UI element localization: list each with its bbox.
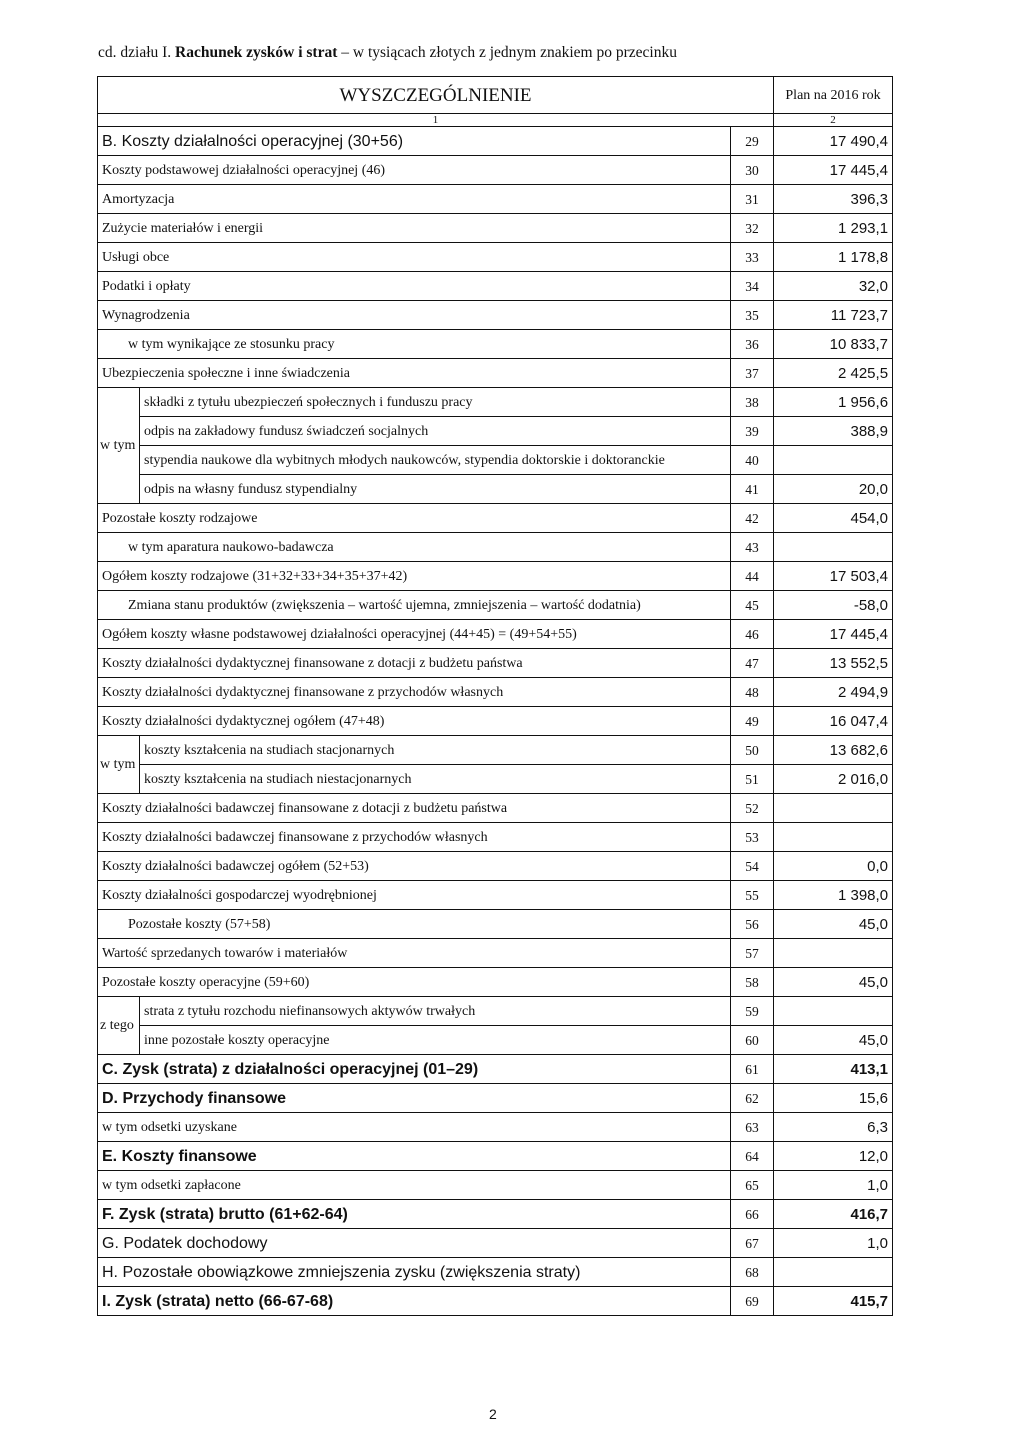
row-label: Ogółem koszty własne podstawowej działalności operacyjnej (44+45) = (49+54+55) xyxy=(98,620,731,649)
row-value: 2 016,0 xyxy=(774,765,893,794)
table-row xyxy=(98,272,893,301)
row-number: 62 xyxy=(731,1084,774,1113)
row-number: 37 xyxy=(731,359,774,388)
row-number: 53 xyxy=(731,823,774,852)
row-value xyxy=(774,939,893,968)
header-title: Rachunek zysków i strat xyxy=(175,44,338,61)
row-label: stypendia naukowe dla wybitnych młodych naukowców, stypendia doktorskie i doktoranckie xyxy=(140,446,731,475)
row-label: Pozostałe koszty rodzajowe xyxy=(98,504,731,533)
row-value: 1,0 xyxy=(774,1171,893,1200)
row-label: Koszty działalności gospodarczej wyodrębnionej xyxy=(98,881,731,910)
row-number: 69 xyxy=(731,1287,774,1316)
table-row xyxy=(98,156,893,185)
row-number: 30 xyxy=(731,156,774,185)
row-label: Ubezpieczenia społeczne i inne świadczenia xyxy=(98,359,731,388)
row-value: 2 494,9 xyxy=(774,678,893,707)
row-value: 17 503,4 xyxy=(774,562,893,591)
row-label: Zmiana stanu produktów (zwiększenia – wartość ujemna, zmniejszenia – wartość dodatnia) xyxy=(98,591,731,620)
row-value: 13 552,5 xyxy=(774,649,893,678)
row-number: 56 xyxy=(731,910,774,939)
row-value: 454,0 xyxy=(774,504,893,533)
page-header xyxy=(98,44,677,62)
table-row xyxy=(98,1229,893,1258)
header-subtitle: – w tysiącach złotych z jednym znakiem po przecinku xyxy=(341,44,677,61)
row-number: 36 xyxy=(731,330,774,359)
table-row xyxy=(98,765,893,794)
table-row xyxy=(98,417,893,446)
row-value xyxy=(774,446,893,475)
row-number: 65 xyxy=(731,1171,774,1200)
row-label: inne pozostałe koszty operacyjne xyxy=(140,1026,731,1055)
row-value: 15,6 xyxy=(774,1084,893,1113)
table-row xyxy=(98,678,893,707)
row-number: 44 xyxy=(731,562,774,591)
row-label: C. Zysk (strata) z działalności operacyjnej (01–29) xyxy=(98,1055,731,1084)
col-number-2: 2 xyxy=(774,114,893,127)
row-number: 42 xyxy=(731,504,774,533)
table-row xyxy=(98,301,893,330)
row-label: Usługi obce xyxy=(98,243,731,272)
table-header-row xyxy=(98,77,893,114)
col-number-1: 1 xyxy=(98,114,774,127)
row-number: 63 xyxy=(731,1113,774,1142)
row-number: 50 xyxy=(731,736,774,765)
table-row xyxy=(98,533,893,562)
row-value: 1 398,0 xyxy=(774,881,893,910)
row-number: 45 xyxy=(731,591,774,620)
row-number: 47 xyxy=(731,649,774,678)
group-label-z-tego: z tego xyxy=(98,997,140,1055)
row-value: 16 047,4 xyxy=(774,707,893,736)
row-value xyxy=(774,823,893,852)
table-row xyxy=(98,823,893,852)
table-row xyxy=(98,649,893,678)
row-label: D. Przychody finansowe xyxy=(98,1084,731,1113)
row-label: B. Koszty działalności operacyjnej (30+56) xyxy=(98,127,731,156)
row-number: 34 xyxy=(731,272,774,301)
row-label: Amortyzacja xyxy=(98,185,731,214)
row-value xyxy=(774,997,893,1026)
row-label: koszty kształcenia na studiach stacjonarnych xyxy=(140,736,731,765)
row-value: 45,0 xyxy=(774,910,893,939)
row-number: 33 xyxy=(731,243,774,272)
row-label: w tym wynikające ze stosunku pracy xyxy=(98,330,731,359)
row-label: Koszty podstawowej działalności operacyjnej (46) xyxy=(98,156,731,185)
table-row xyxy=(98,881,893,910)
row-value xyxy=(774,533,893,562)
row-label: Pozostałe koszty (57+58) xyxy=(98,910,731,939)
table-row xyxy=(98,794,893,823)
table-row xyxy=(98,1142,893,1171)
table-row xyxy=(98,562,893,591)
row-label: I. Zysk (strata) netto (66-67-68) xyxy=(98,1287,731,1316)
row-label: Podatki i opłaty xyxy=(98,272,731,301)
page-number: 2 xyxy=(489,1406,497,1422)
row-number: 51 xyxy=(731,765,774,794)
row-label: w tym odsetki zapłacone xyxy=(98,1171,731,1200)
table-row xyxy=(98,1287,893,1316)
row-label: Pozostałe koszty operacyjne (59+60) xyxy=(98,968,731,997)
row-value: 415,7 xyxy=(774,1287,893,1316)
table-row xyxy=(98,852,893,881)
row-number: 54 xyxy=(731,852,774,881)
col-header-desc: WYSZCZEGÓLNIENIE xyxy=(98,77,774,114)
row-number: 68 xyxy=(731,1258,774,1287)
row-label: składki z tytułu ubezpieczeń społecznych i funduszu pracy xyxy=(140,388,731,417)
table-row xyxy=(98,1258,893,1287)
row-value: 396,3 xyxy=(774,185,893,214)
row-value: 10 833,7 xyxy=(774,330,893,359)
row-label: F. Zysk (strata) brutto (61+62-64) xyxy=(98,1200,731,1229)
row-label: Koszty działalności dydaktycznej ogółem (47+48) xyxy=(98,707,731,736)
row-value: 1 293,1 xyxy=(774,214,893,243)
table-row xyxy=(98,388,893,417)
table-row xyxy=(98,997,893,1026)
row-number: 29 xyxy=(731,127,774,156)
row-value: 1 178,8 xyxy=(774,243,893,272)
row-label: Zużycie materiałów i energii xyxy=(98,214,731,243)
row-value xyxy=(774,1258,893,1287)
row-number: 32 xyxy=(731,214,774,243)
row-value: 17 445,4 xyxy=(774,620,893,649)
row-number: 64 xyxy=(731,1142,774,1171)
group-label-w-tym: w tym xyxy=(98,736,140,794)
row-label: E. Koszty finansowe xyxy=(98,1142,731,1171)
table-row xyxy=(98,1171,893,1200)
row-value: 2 425,5 xyxy=(774,359,893,388)
row-label: odpis na zakładowy fundusz świadczeń socjalnych xyxy=(140,417,731,446)
row-number: 66 xyxy=(731,1200,774,1229)
row-number: 46 xyxy=(731,620,774,649)
table-row xyxy=(98,446,893,475)
row-number: 31 xyxy=(731,185,774,214)
row-number: 35 xyxy=(731,301,774,330)
column-number-row xyxy=(98,114,893,127)
row-number: 48 xyxy=(731,678,774,707)
row-number: 52 xyxy=(731,794,774,823)
row-value: 20,0 xyxy=(774,475,893,504)
row-number: 59 xyxy=(731,997,774,1026)
table-row xyxy=(98,214,893,243)
row-number: 49 xyxy=(731,707,774,736)
table-row xyxy=(98,939,893,968)
profit-loss-table xyxy=(97,76,893,1316)
table-row xyxy=(98,968,893,997)
row-value: 0,0 xyxy=(774,852,893,881)
row-label: Koszty działalności dydaktycznej finansowane z dotacji z budżetu państwa xyxy=(98,649,731,678)
row-value: 13 682,6 xyxy=(774,736,893,765)
row-number: 43 xyxy=(731,533,774,562)
table-row xyxy=(98,127,893,156)
row-label: Wartość sprzedanych towarów i materiałów xyxy=(98,939,731,968)
row-label: Koszty działalności badawczej finansowane z dotacji z budżetu państwa xyxy=(98,794,731,823)
table-row xyxy=(98,620,893,649)
row-value: 12,0 xyxy=(774,1142,893,1171)
row-value: -58,0 xyxy=(774,591,893,620)
table-row xyxy=(98,1026,893,1055)
row-number: 67 xyxy=(731,1229,774,1258)
row-number: 60 xyxy=(731,1026,774,1055)
row-number: 61 xyxy=(731,1055,774,1084)
row-number: 58 xyxy=(731,968,774,997)
row-value: 1 956,6 xyxy=(774,388,893,417)
row-label: Koszty działalności dydaktycznej finansowane z przychodów własnych xyxy=(98,678,731,707)
row-label: Wynagrodzenia xyxy=(98,301,731,330)
table-row xyxy=(98,359,893,388)
row-value: 45,0 xyxy=(774,968,893,997)
row-value: 17 490,4 xyxy=(774,127,893,156)
table-row xyxy=(98,475,893,504)
row-number: 41 xyxy=(731,475,774,504)
table-row xyxy=(98,243,893,272)
row-value: 6,3 xyxy=(774,1113,893,1142)
row-value: 17 445,4 xyxy=(774,156,893,185)
row-label: koszty kształcenia na studiach niestacjonarnych xyxy=(140,765,731,794)
row-value: 11 723,7 xyxy=(774,301,893,330)
row-value: 416,7 xyxy=(774,1200,893,1229)
row-value: 413,1 xyxy=(774,1055,893,1084)
row-label: Koszty działalności badawczej ogółem (52+53) xyxy=(98,852,731,881)
row-label: odpis na własny fundusz stypendialny xyxy=(140,475,731,504)
row-label: w tym odsetki uzyskane xyxy=(98,1113,731,1142)
row-number: 40 xyxy=(731,446,774,475)
row-number: 38 xyxy=(731,388,774,417)
row-number: 57 xyxy=(731,939,774,968)
row-label: w tym aparatura naukowo-badawcza xyxy=(98,533,731,562)
table-row xyxy=(98,910,893,939)
row-label: strata z tytułu rozchodu niefinansowych aktywów trwałych xyxy=(140,997,731,1026)
table-row xyxy=(98,1055,893,1084)
table-row xyxy=(98,591,893,620)
row-label: Koszty działalności badawczej finansowane z przychodów własnych xyxy=(98,823,731,852)
row-value xyxy=(774,794,893,823)
row-value: 32,0 xyxy=(774,272,893,301)
table-row xyxy=(98,1200,893,1229)
table-row xyxy=(98,1084,893,1113)
row-label: Ogółem koszty rodzajowe (31+32+33+34+35+37+42) xyxy=(98,562,731,591)
row-label: G. Podatek dochodowy xyxy=(98,1229,731,1258)
table-row xyxy=(98,330,893,359)
row-number: 55 xyxy=(731,881,774,910)
row-value: 1,0 xyxy=(774,1229,893,1258)
table-row xyxy=(98,707,893,736)
table-row xyxy=(98,736,893,765)
row-number: 39 xyxy=(731,417,774,446)
row-label: H. Pozostałe obowiązkowe zmniejszenia zysku (zwiększenia straty) xyxy=(98,1258,731,1287)
row-value: 45,0 xyxy=(774,1026,893,1055)
table-row xyxy=(98,185,893,214)
group-label-w-tym: w tym xyxy=(98,388,140,504)
row-value: 388,9 xyxy=(774,417,893,446)
table-row xyxy=(98,1113,893,1142)
table-row xyxy=(98,504,893,533)
col-header-plan: Plan na 2016 rok xyxy=(774,77,893,114)
header-prefix: cd. działu I. xyxy=(98,44,172,61)
